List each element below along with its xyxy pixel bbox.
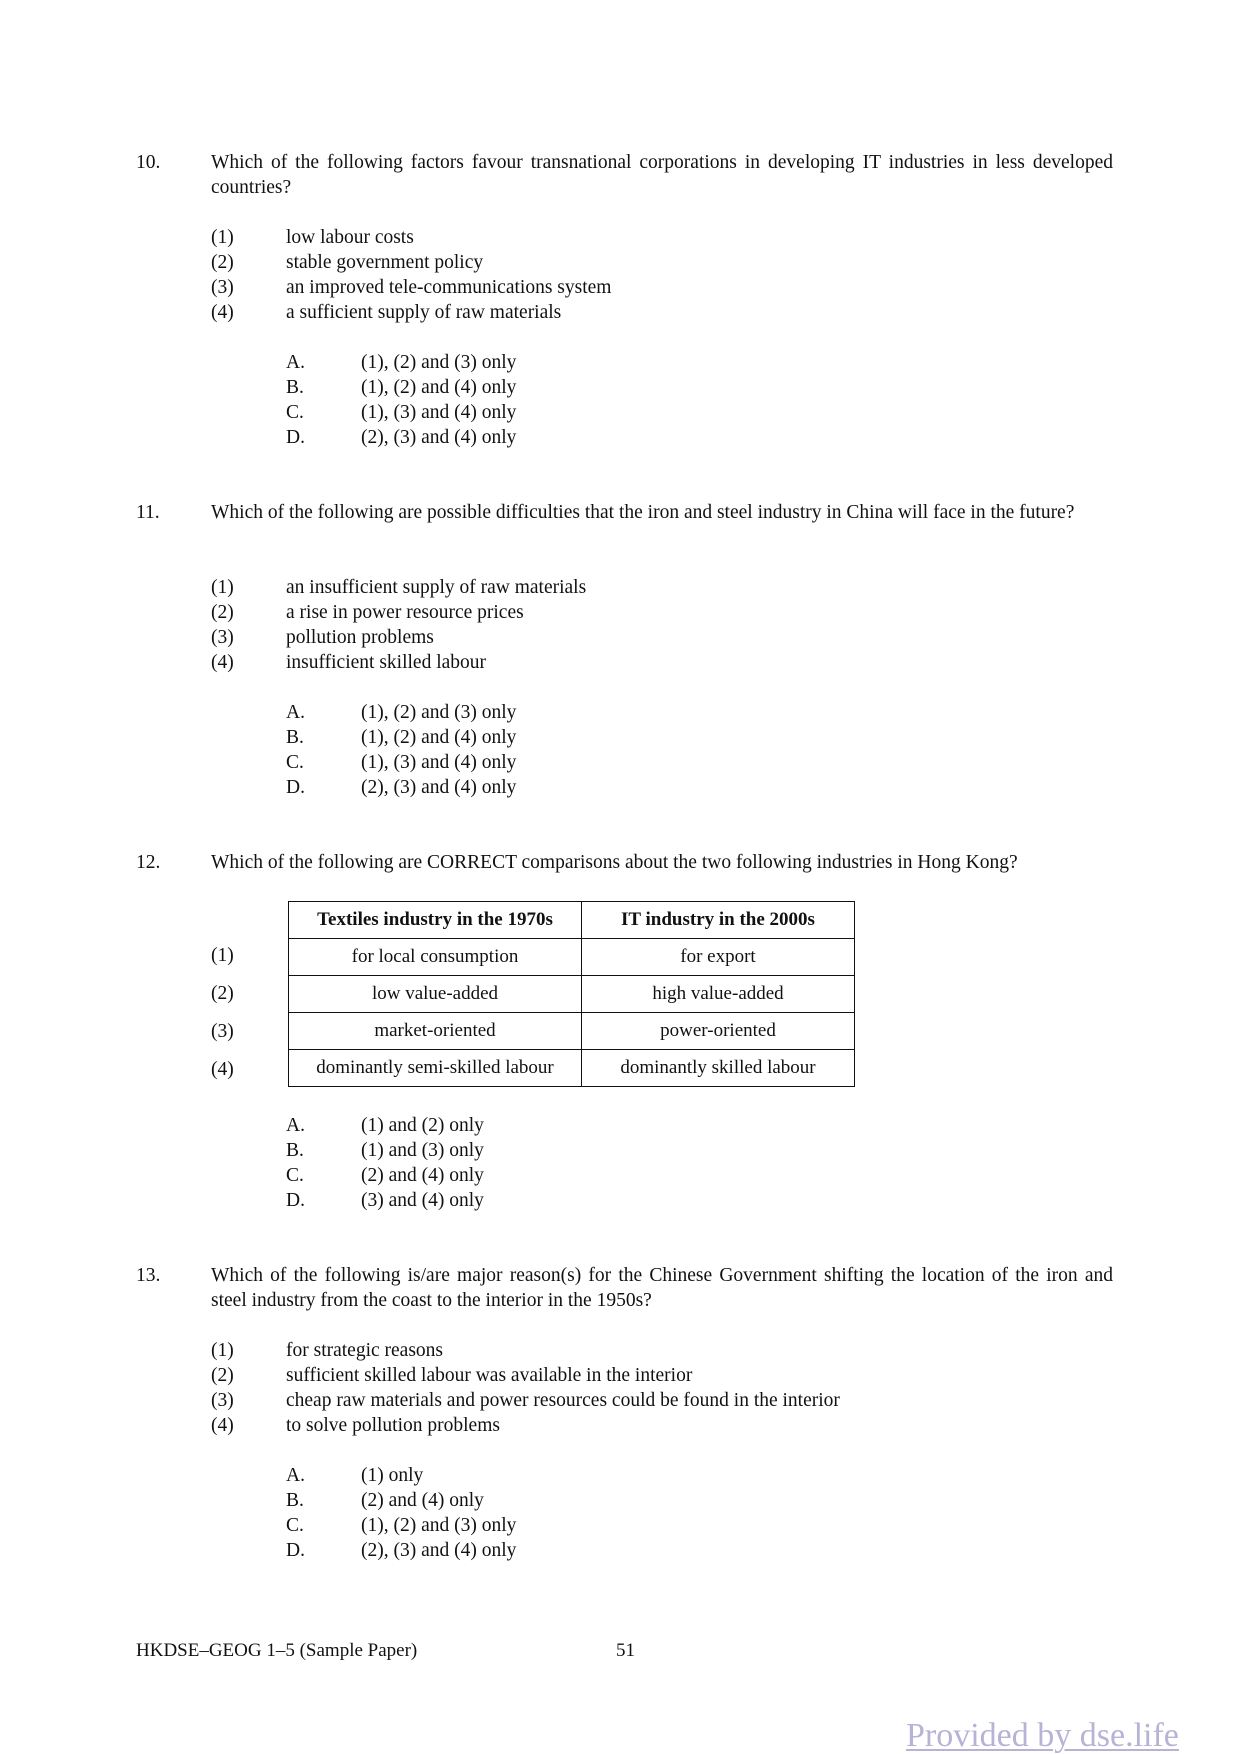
statement-text: insufficient skilled labour <box>286 652 487 673</box>
option-letter: A. <box>286 352 305 373</box>
statement-item <box>0 1413 1240 1438</box>
option-text: (1) only <box>361 1465 424 1486</box>
option-list <box>0 350 1240 450</box>
table-row <box>289 939 855 976</box>
table-header: Textiles industry in the 1970s <box>289 902 582 939</box>
option-a[interactable] <box>0 1113 1240 1138</box>
table-cell: for export <box>582 939 855 976</box>
statement-text: stable government policy <box>286 252 484 273</box>
option-c[interactable] <box>0 400 1240 425</box>
option-letter: A. <box>286 1115 305 1136</box>
table-header: IT industry in the 2000s <box>582 902 855 939</box>
table-cell: dominantly skilled labour <box>582 1050 855 1087</box>
option-text: (2) and (4) only <box>361 1165 484 1186</box>
statement-item <box>0 625 1240 650</box>
statement-list <box>0 1338 1240 1438</box>
option-list <box>0 1463 1240 1563</box>
option-b[interactable] <box>0 1138 1240 1163</box>
row-mark: (4) <box>211 1059 234 1080</box>
option-list <box>0 700 1240 800</box>
statement-mark: (4) <box>211 652 234 673</box>
statement-text: pollution problems <box>286 627 434 648</box>
table-row <box>289 1050 855 1087</box>
statement-item <box>0 1363 1240 1388</box>
option-letter: B. <box>286 377 304 398</box>
statement-list <box>0 575 1240 675</box>
statement-item <box>0 1338 1240 1363</box>
page-number: 51 <box>616 1640 635 1661</box>
option-letter: D. <box>286 1190 305 1211</box>
statement-list <box>0 225 1240 325</box>
question-number: 12. <box>136 852 161 873</box>
statement-text: a rise in power resource prices <box>286 602 524 623</box>
option-letter: C. <box>286 752 304 773</box>
option-letter: B. <box>286 1490 304 1511</box>
option-list <box>0 1113 1240 1213</box>
option-b[interactable] <box>0 725 1240 750</box>
table-row <box>289 976 855 1013</box>
option-text: (2), (3) and (4) only <box>361 1540 517 1561</box>
statement-item <box>0 225 1240 250</box>
option-letter: D. <box>286 1540 305 1561</box>
row-mark: (1) <box>211 945 234 966</box>
comparison-table <box>288 901 855 1087</box>
statement-text: to solve pollution problems <box>286 1415 500 1436</box>
option-b[interactable] <box>0 1488 1240 1513</box>
statement-text: cheap raw materials and power resources could be found in the interior <box>286 1390 840 1411</box>
statement-text: a sufficient supply of raw materials <box>286 302 562 323</box>
option-letter: D. <box>286 777 305 798</box>
statement-item <box>0 600 1240 625</box>
option-c[interactable] <box>0 1163 1240 1188</box>
statement-item <box>0 250 1240 275</box>
footer-paper-code: HKDSE–GEOG 1–5 (Sample Paper) <box>136 1640 418 1661</box>
statement-mark: (3) <box>211 1390 234 1411</box>
option-c[interactable] <box>0 750 1240 775</box>
statement-text: low labour costs <box>286 227 414 248</box>
table-cell: low value-added <box>289 976 582 1013</box>
statement-mark: (1) <box>211 227 234 248</box>
option-text: (1), (3) and (4) only <box>361 402 517 423</box>
statement-mark: (2) <box>211 602 234 623</box>
option-letter: B. <box>286 1140 304 1161</box>
table-cell: market-oriented <box>289 1013 582 1050</box>
statement-mark: (1) <box>211 577 234 598</box>
table-header-row <box>289 902 855 939</box>
statement-mark: (3) <box>211 627 234 648</box>
statement-text: an insufficient supply of raw materials <box>286 577 587 598</box>
statement-text: for strategic reasons <box>286 1340 444 1361</box>
statement-mark: (4) <box>211 1415 234 1436</box>
option-text: (1), (2) and (3) only <box>361 352 517 373</box>
option-text: (1), (3) and (4) only <box>361 752 517 773</box>
option-letter: C. <box>286 1165 304 1186</box>
option-letter: D. <box>286 427 305 448</box>
question-number: 11. <box>136 502 160 523</box>
option-text: (2), (3) and (4) only <box>361 427 517 448</box>
option-text: (1), (2) and (4) only <box>361 377 517 398</box>
statement-mark: (3) <box>211 277 234 298</box>
option-letter: C. <box>286 1515 304 1536</box>
table-cell: for local consumption <box>289 939 582 976</box>
statement-mark: (1) <box>211 1340 234 1361</box>
option-d[interactable] <box>0 425 1240 450</box>
question-text: Which of the following are possible difficulties that the iron and steel industry in China will face in the future? <box>211 502 1075 523</box>
watermark-link[interactable]: Provided by dse.life <box>906 1717 1179 1754</box>
question-number: 13. <box>136 1265 161 1286</box>
table-cell: power-oriented <box>582 1013 855 1050</box>
option-text: (1), (2) and (3) only <box>361 1515 517 1536</box>
option-text: (3) and (4) only <box>361 1190 484 1211</box>
option-text: (1), (2) and (4) only <box>361 727 517 748</box>
option-a[interactable] <box>0 350 1240 375</box>
question-text: Which of the following are CORRECT comparisons about the two following industries in Hong Kong? <box>211 852 1018 873</box>
statement-item <box>0 575 1240 600</box>
question-number: 10. <box>136 152 161 173</box>
option-d[interactable] <box>0 1188 1240 1213</box>
option-text: (2) and (4) only <box>361 1490 484 1511</box>
table-cell: dominantly semi-skilled labour <box>289 1050 582 1087</box>
statement-text: sufficient skilled labour was available in the interior <box>286 1365 693 1386</box>
question-text: Which of the following factors favour transnational corporations in developing IT industries in less developed countries? <box>211 152 1113 198</box>
statement-mark: (2) <box>211 1365 234 1386</box>
statement-mark: (2) <box>211 252 234 273</box>
option-text: (1) and (2) only <box>361 1115 484 1136</box>
question-text: Which of the following is/are major reason(s) for the Chinese Government shifting the location of the iron and steel industry from the coast to the interior in the 1950s? <box>211 1265 1113 1311</box>
option-text: (1), (2) and (3) only <box>361 702 517 723</box>
row-mark: (2) <box>211 983 234 1004</box>
option-text: (2), (3) and (4) only <box>361 777 517 798</box>
statement-item <box>0 650 1240 675</box>
option-c[interactable] <box>0 1513 1240 1538</box>
table-cell: high value-added <box>582 976 855 1013</box>
option-letter: A. <box>286 1465 305 1486</box>
option-a[interactable] <box>0 1463 1240 1488</box>
statement-item <box>0 1388 1240 1413</box>
option-d[interactable] <box>0 775 1240 800</box>
option-a[interactable] <box>0 700 1240 725</box>
option-text: (1) and (3) only <box>361 1140 484 1161</box>
option-b[interactable] <box>0 375 1240 400</box>
statement-mark: (4) <box>211 302 234 323</box>
statement-item <box>0 300 1240 325</box>
statement-text: an improved tele-communications system <box>286 277 612 298</box>
option-letter: B. <box>286 727 304 748</box>
option-d[interactable] <box>0 1538 1240 1563</box>
table-row <box>289 1013 855 1050</box>
row-mark: (3) <box>211 1021 234 1042</box>
option-letter: A. <box>286 702 305 723</box>
statement-item <box>0 275 1240 300</box>
option-letter: C. <box>286 402 304 423</box>
